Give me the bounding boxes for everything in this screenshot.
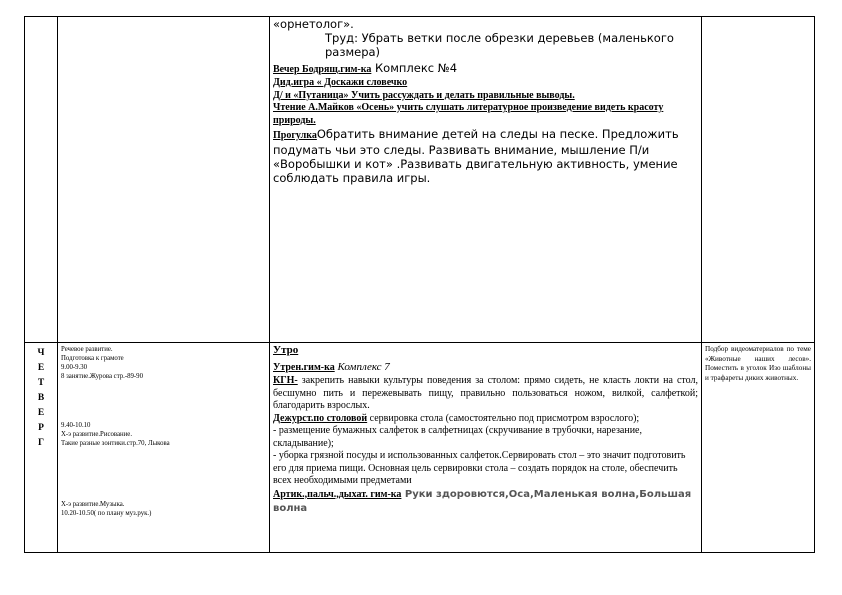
day-cell (25, 343, 58, 553)
label-rest: Обратить внимание детей на следы на песке. Предложить подумать чьи это следы. Развивать внимание, мышление П/и «Воробышки и кот» .Развивать двигательную активность, умение соблюдать правила игры. (273, 127, 679, 185)
text-line: Дид.игра « Доскажи словечко (273, 77, 408, 88)
text-line (273, 59, 698, 77)
label-bold: Дежурст.по столовой (273, 412, 368, 424)
day-letter: Г (37, 438, 45, 448)
text-line (273, 488, 698, 516)
table-row (25, 343, 815, 553)
classes-cell (58, 343, 270, 553)
label-bold: Прогулка (273, 130, 317, 141)
class-line: Х-э развитие.Рисование. (61, 431, 133, 438)
plan-table (24, 16, 815, 553)
day-cell (25, 17, 58, 343)
text-line (273, 413, 698, 426)
day-letter: Е (37, 408, 45, 418)
notes-cell (702, 17, 815, 343)
text-line: - размещение бумажных салфеток в салфетницах (скручивание в трубочки, нарезание, складывание); (273, 425, 642, 449)
label-rest: закрепить навыки культуры поведения за столом: прямо сидеть, не класть локти на стол, бесшумно пить и пережевывать пищу, правильно пользоваться ножом, вилкой, салфеткой; благодарить взрослых. (273, 375, 698, 411)
class-line: Речевое развитие. (61, 346, 113, 353)
label-bold: Вечер Бодрящ.гим-ка (273, 64, 372, 75)
activities-cell (270, 343, 702, 553)
text-line: - уборка грязной посуды и использованных салфеток.Сервировать стол – это значит подготовить его для приема пищи. Основная цель сервировки стола – создать порядок на столе, обеспечить всех необходимыми предметами (273, 450, 686, 486)
class-line: 9.00-9.30 (61, 364, 88, 371)
notes-text: Подбор видеоматериалов по теме «Животные наших лесов». Поместить в уголок Изо шаблоны и трафареты диких животных. (705, 345, 811, 382)
text-line (273, 375, 698, 413)
class-line: 8 занятие.Журова стр.-89-90 (61, 373, 143, 380)
text-line: «орнетолог». (273, 17, 354, 31)
label-rest: Комплекс 7 (334, 361, 390, 373)
text-line: Труд: Убрать ветки после обрезки деревьев (маленького размера) (325, 31, 674, 59)
class-block (61, 343, 266, 381)
class-line: 10.20-10.50( по плану муз.рук.) (61, 510, 152, 517)
class-block (61, 500, 266, 518)
label-bold: Утрен.гим-ка (273, 362, 335, 373)
class-line: Такие разные зонтики.стр.70, Лыкова (61, 440, 170, 447)
day-name (28, 343, 54, 451)
day-letter: Р (38, 423, 44, 433)
text-line (273, 127, 698, 185)
day-letter: Ч (37, 348, 45, 358)
day-letter: В (37, 393, 45, 403)
activities-cell (270, 17, 702, 343)
label-rest: Руки здоровются,Оса,Маленькая волна,Большая волна (273, 488, 692, 514)
notes-cell (702, 343, 815, 553)
table-row (25, 17, 815, 343)
label-rest: Комплекс №4 (371, 61, 458, 75)
class-line: Подготовка к грамоте (61, 355, 124, 362)
class-block (61, 421, 266, 448)
class-line: 9.40-10.10 (61, 422, 91, 429)
text-line (273, 357, 698, 375)
day-letter: Т (37, 378, 45, 388)
label-bold: КГН- (273, 375, 298, 386)
day-letter: Е (37, 363, 45, 373)
label-rest: сервировка стола (самостоятельно под присмотром взрослого); (367, 412, 640, 424)
section-heading: Утро (273, 344, 299, 356)
classes-cell (58, 17, 270, 343)
text-line: Чтение А.Майков «Осень» учить слушать литературное произведение видеть красоту природы. (273, 102, 664, 126)
text-line: Д/ и «Путаница» Учить рассуждать и делать правильные выводы. (273, 89, 575, 101)
label-bold: Артик.,пальч.,дыхат. гим-ка (273, 488, 402, 500)
class-line: Х-э развитие.Музыка. (61, 501, 125, 508)
